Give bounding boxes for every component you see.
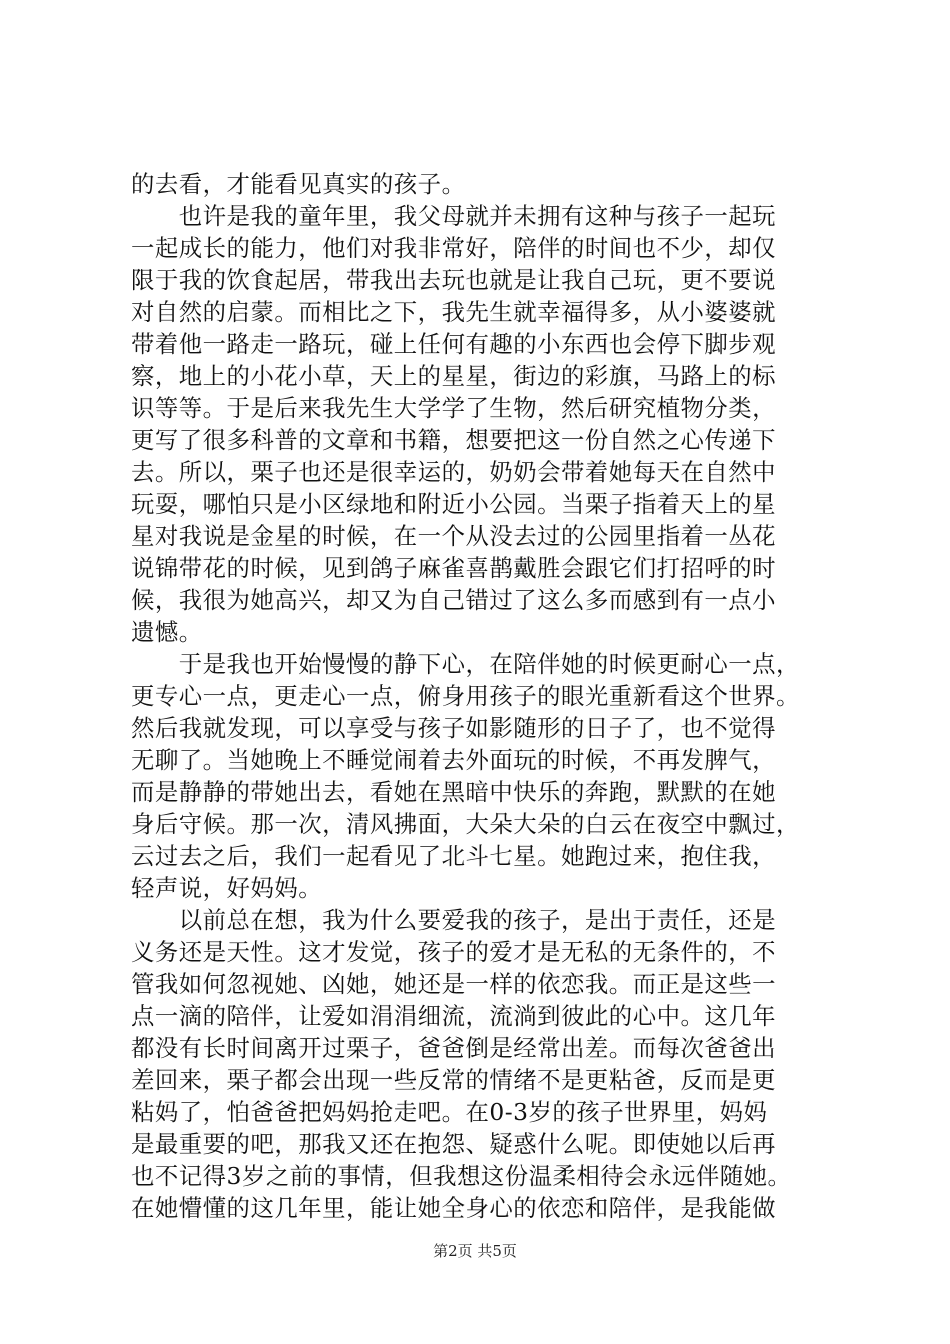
text-line: 管我如何忽视她、凶她，她还是一样的依恋我。而正是这些一 (131, 970, 777, 998)
text-line: 识等等。于是后来我先生大学学了生物，然后研究植物分类， (131, 394, 777, 422)
text-line: 去。所以，栗子也还是很幸运的，奶奶会带着她每天在自然中 (131, 458, 777, 486)
text-line: 于是我也开始慢慢的静下心，在陪伴她的时候更耐心一点， (131, 650, 800, 678)
text-line: 粘妈了，怕爸爸把妈妈抢走吧。在0-3岁的孩子世界里，妈妈 (131, 1098, 768, 1126)
text-line: 星对我说是金星的时候，在一个从没去过的公园里指着一丛花 (131, 522, 777, 550)
text-line: 更写了很多科普的文章和书籍，想要把这一份自然之心传递下 (131, 426, 777, 454)
text-line: 也不记得3岁之前的事情，但我想这份温柔相待会永远伴随她。 (131, 1162, 792, 1190)
text-line: 察，地上的小花小草，天上的星星，街边的彩旗，马路上的标 (131, 362, 777, 390)
text-line: 说锦带花的时候，见到鸽子麻雀喜鹊戴胜会跟它们打招呼的时 (131, 554, 777, 582)
text-line: 是最重要的吧，那我又还在抱怨、疑惑什么呢。即使她以后再 (131, 1130, 777, 1158)
page-footer (0, 1240, 950, 1262)
text-line: 云过去之后，我们一起看见了北斗七星。她跑过来，抱住我， (131, 842, 777, 870)
text-line: 点一滴的陪伴，让爱如涓涓细流，流淌到彼此的心中。这几年 (131, 1002, 777, 1030)
text-line: 轻声说，好妈妈。 (131, 874, 323, 902)
text-line: 在她懵懂的这几年里，能让她全身心的依恋和陪伴，是我能做 (131, 1194, 777, 1222)
text-line: 然后我就发现，可以享受与孩子如影随形的日子了，也不觉得 (131, 714, 777, 742)
text-line: 差回来，栗子都会出现一些反常的情绪不是更粘爸，反而是更 (131, 1066, 777, 1094)
text-line: 而是静静的带她出去，看她在黑暗中快乐的奔跑，默默的在她 (131, 778, 777, 806)
body-text (131, 168, 851, 1224)
text-line: 也许是我的童年里，我父母就并未拥有这种与孩子一起玩 (131, 202, 777, 230)
text-line: 一起成长的能力，他们对我非常好，陪伴的时间也不少，却仅 (131, 234, 777, 262)
text-line: 义务还是天性。这才发觉，孩子的爱才是无私的无条件的，不 (131, 938, 777, 966)
text-line: 的去看，才能看见真实的孩子。 (131, 170, 466, 198)
text-line: 候，我很为她高兴，却又为自己错过了这么多而感到有一点小 (131, 586, 777, 614)
text-line: 更专心一点，更走心一点，俯身用孩子的眼光重新看这个世界。 (131, 682, 800, 710)
text-line: 带着他一路走一路玩，碰上任何有趣的小东西也会停下脚步观 (131, 330, 777, 358)
text-line: 身后守候。那一次，清风拂面，大朵大朵的白云在夜空中飘过， (131, 810, 800, 838)
text-line: 遗憾。 (131, 618, 203, 646)
text-line: 玩耍，哪怕只是小区绿地和附近小公园。当栗子指着天上的星 (131, 490, 777, 518)
text-line: 限于我的饮食起居，带我出去玩也就是让我自己玩，更不要说 (131, 266, 777, 294)
text-line: 无聊了。当她晚上不睡觉闹着去外面玩的时候，不再发脾气， (131, 746, 777, 774)
text-line: 都没有长时间离开过栗子，爸爸倒是经常出差。而每次爸爸出 (131, 1034, 777, 1062)
text-line: 以前总在想，我为什么要爱我的孩子，是出于责任，还是 (131, 906, 777, 934)
page-number-label: 第2页 共5页 (433, 1242, 517, 1260)
text-line: 对自然的启蒙。而相比之下，我先生就幸福得多，从小婆婆就 (131, 298, 777, 326)
